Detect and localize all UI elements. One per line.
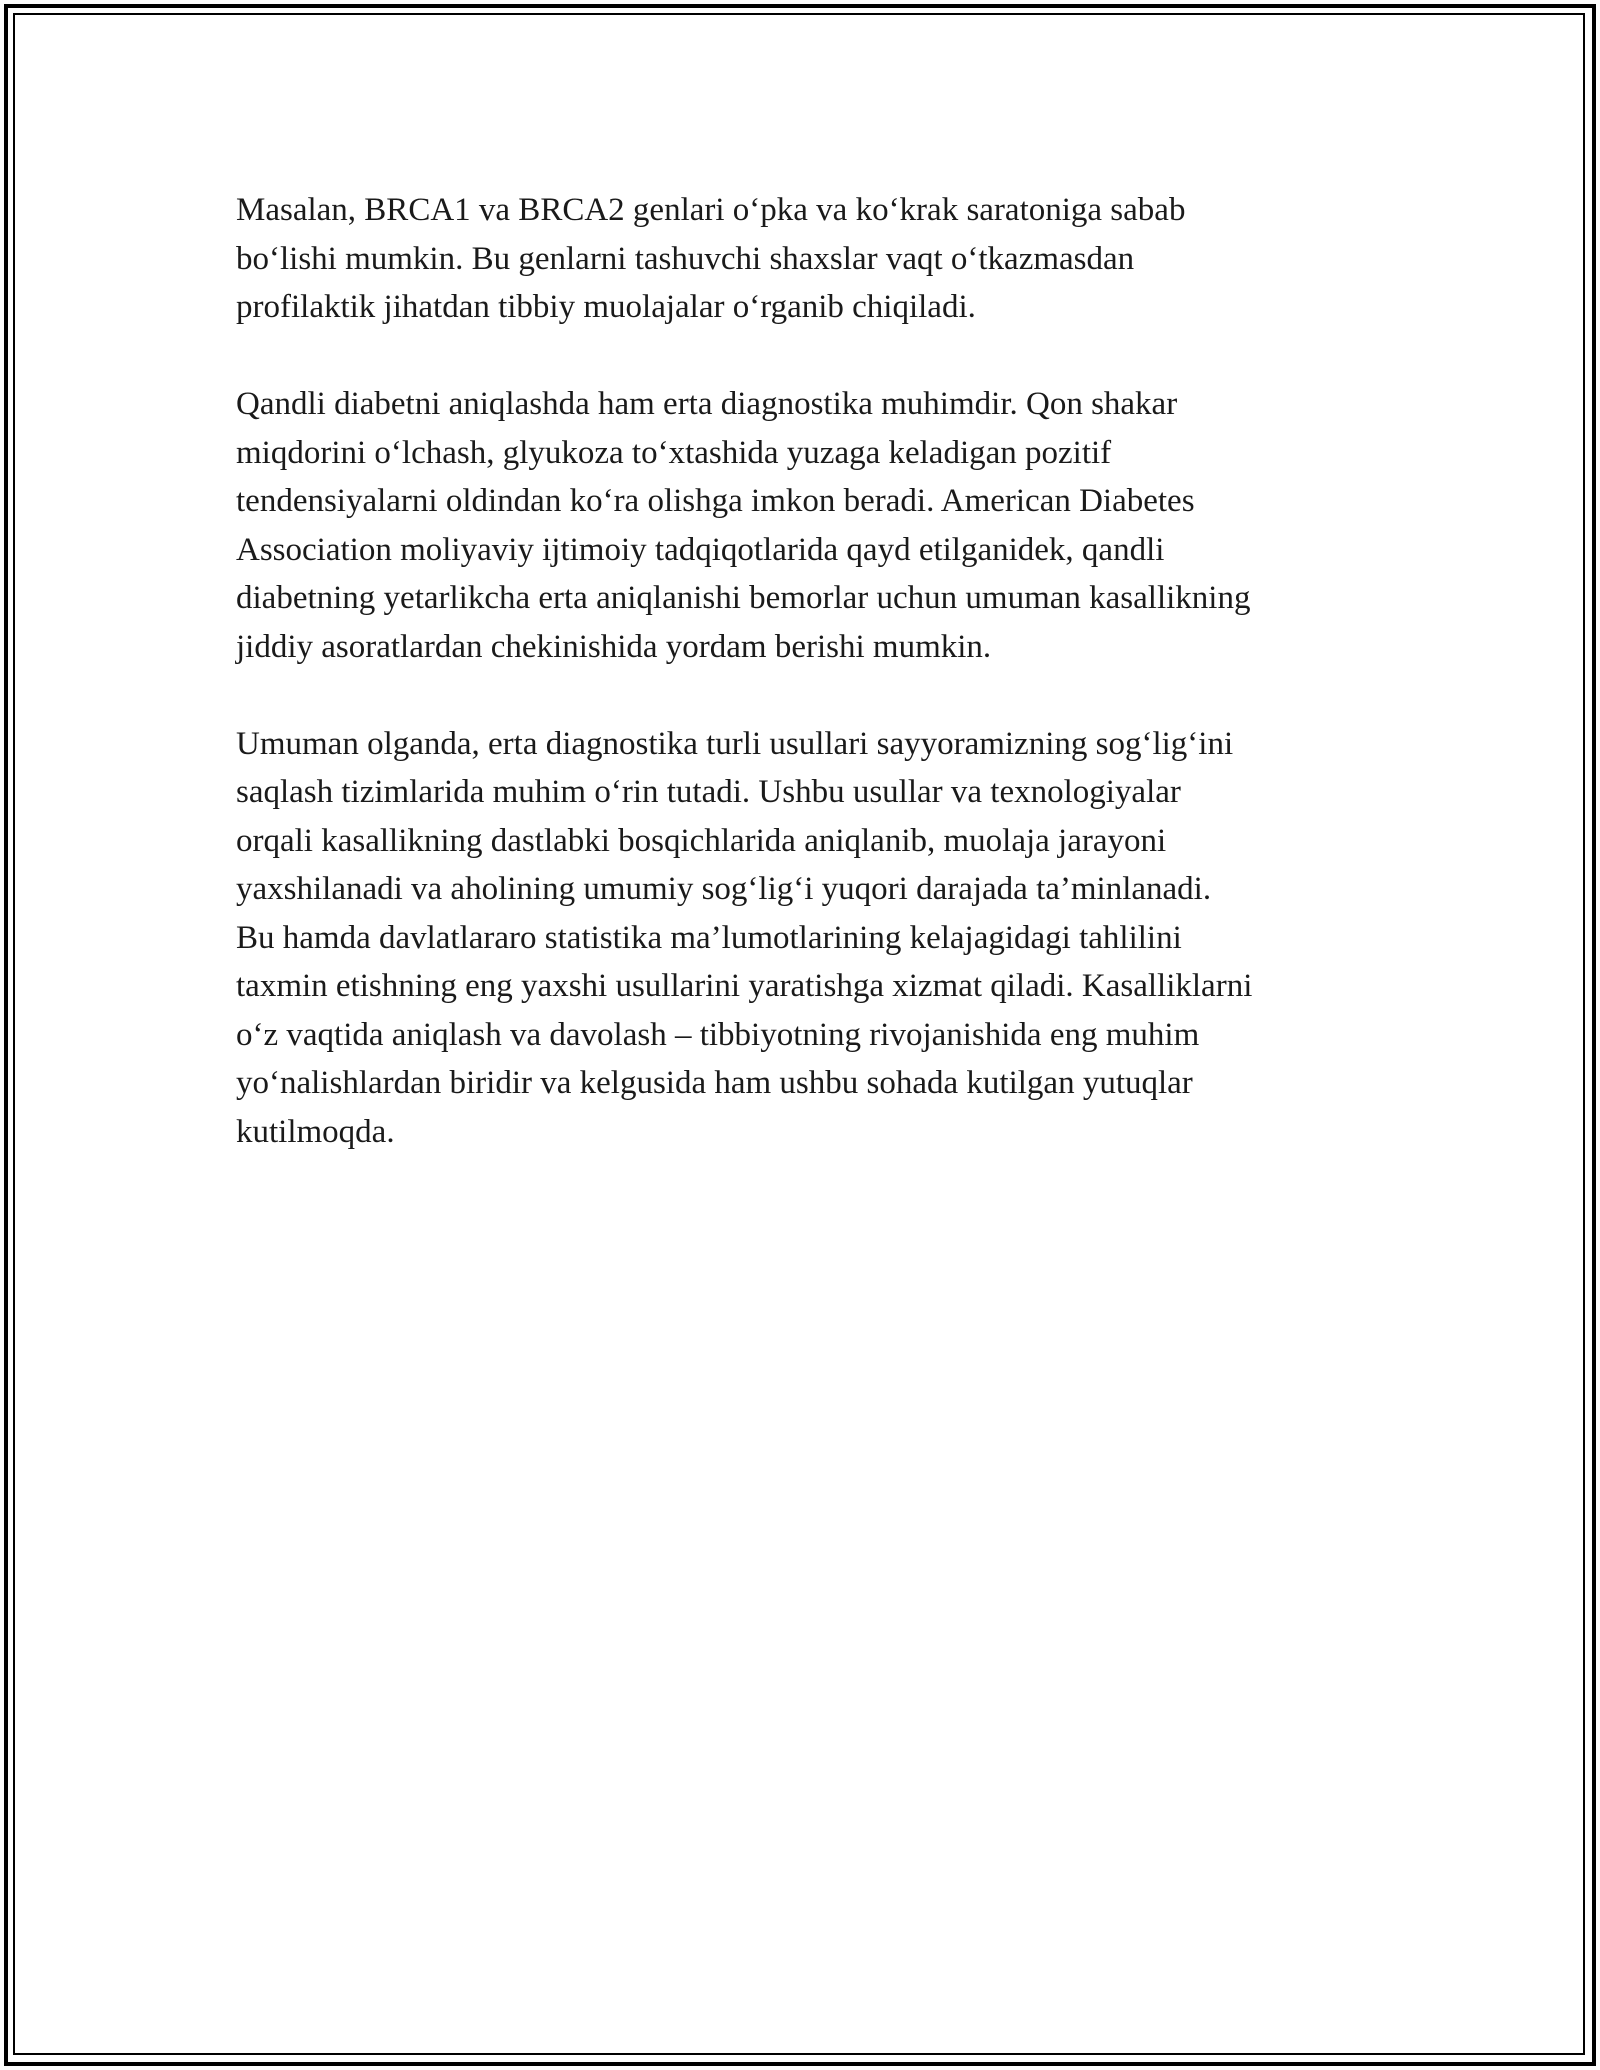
paragraph-conclusion: Umuman olganda, erta diagnostika turli usullari sayyoramizning sog‘lig‘ini saqlash tizimlarida muhim o‘rin tutadi. Ushbu usullar va texnologiyalar orqali kasallikning dastlabki bosqichlarida aniqlanib, muolaja jarayoni yaxshilanadi va aholining umumiy sog‘lig‘i yuqori darajada ta’minlanadi. Bu hamda davlatlararo statistika ma’lumotlarining kelajagidagi tahlilini taxmin etishning eng yaxshi usullarini yaratishga xizmat qiladi. Kasalliklarni o‘z vaqtida aniqlash va davolash – tibbiyotning rivojanishida eng muhim yo‘nalishlardan biridir va kelgusida ham ushbu sohada kutilgan yutuqlar kutilmoqda. bbox=[236, 725, 1253, 1150]
paragraph-brca-genes: Masalan, BRCA1 va BRCA2 genlari o‘pka va ko‘krak saratoniga sabab bo‘lishi mumkin. Bu genlarni tashuvchi shaxslar vaqt o‘tkazmasdan profilaktik jihatdan tibbiy muolajalar o‘rganib chiqiladi. bbox=[236, 192, 1186, 325]
page-body bbox=[236, 186, 1376, 1205]
paragraph-diabetes: Qandli diabetni aniqlashda ham erta diagnostika muhimdir. Qon shakar miqdorini o‘lchash, glyukoza to‘xtashida yuzaga keladigan pozitif tendensiyalarni oldindan ko‘ra olishga imkon beradi. American Diabetes Association moliyaviy ijtimoiy tadqiqotlarida qayd etilganidek, qandli diabetning yetarlikcha erta aniqlanishi bemorlar uchun umuman kasallikning jiddiy asoratlardan chekinishida yordam berishi mumkin. bbox=[236, 386, 1251, 665]
